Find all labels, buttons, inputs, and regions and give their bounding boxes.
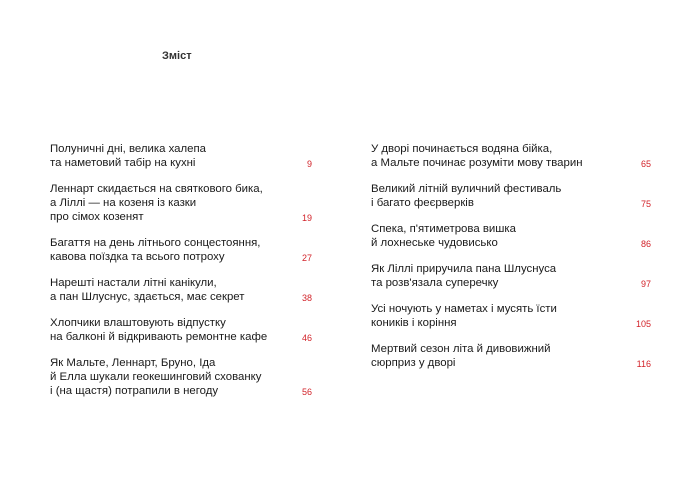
toc-entry-line: на балконі й відкривають ремонтне кафе [50, 331, 268, 343]
toc-entry-line: коників і коріння [371, 317, 457, 329]
toc-right-column [371, 142, 651, 370]
toc-page-number: 116 [636, 359, 651, 369]
toc-entry[interactable] [50, 142, 312, 170]
toc-entry[interactable] [50, 182, 312, 224]
toc-title: Зміст [162, 50, 192, 62]
toc-entry-line: про сімох козенят [50, 211, 144, 223]
toc-entry-line: й Елла шукали геокешинговий схованку [50, 371, 262, 383]
toc-entry[interactable] [371, 182, 651, 210]
toc-entry[interactable] [50, 236, 312, 264]
toc-entry-title [371, 302, 651, 330]
toc-entry-line: Мертвий сезон літа й дивовижний [371, 343, 551, 355]
toc-entry-line: У дворі починається водяна бійка, [371, 143, 553, 155]
toc-entry[interactable] [371, 302, 651, 330]
toc-page-number: 75 [640, 199, 651, 209]
toc-entry-line: Як Ліллі приручила пана Шлуснуса [371, 263, 557, 275]
toc-entry-title [50, 142, 312, 170]
toc-entry-title [50, 276, 312, 304]
toc-entry[interactable] [371, 142, 651, 170]
toc-entry-title [371, 182, 651, 210]
toc-entry-line: Леннарт скидається на святкового бика, [50, 183, 263, 195]
toc-entry[interactable] [50, 276, 312, 304]
toc-entry-title [50, 236, 312, 264]
toc-entry-line: Нарешті настали літні канікули, [50, 277, 217, 289]
toc-entry[interactable] [50, 316, 312, 344]
toc-page-number: 27 [301, 253, 312, 263]
toc-page-number: 56 [301, 387, 312, 397]
toc-page-number: 46 [301, 333, 312, 343]
toc-entry-line: і (на щастя) потрапили в негоду [50, 385, 219, 397]
toc-entry-title [371, 142, 651, 170]
toc-entry-line: та розв'язала суперечку [371, 277, 499, 289]
toc-entry-line: Хлопчики влаштовують відпустку [50, 317, 226, 329]
toc-entry-line: сюрприз у дворі [371, 357, 456, 369]
toc-entry-line: Як Мальте, Леннарт, Бруно, Іда [50, 357, 216, 369]
toc-page-number: 38 [301, 293, 312, 303]
toc-page-number: 105 [635, 319, 651, 329]
toc-entry-title [371, 222, 651, 250]
toc-entry-line: та наметовий табір на кухні [50, 157, 196, 169]
toc-entry-line: і багато феєрверків [371, 197, 474, 209]
toc-entry-title [371, 342, 651, 370]
toc-entry-line: а Ліллі — на козеня із казки [50, 197, 197, 209]
toc-page-number: 65 [640, 159, 651, 169]
toc-entry-line: Полуничні дні, велика халепа [50, 143, 206, 155]
toc-entry-title [371, 262, 651, 290]
toc-entry-line: й лохнеське чудовисько [371, 237, 498, 249]
toc-page-number: 19 [301, 213, 312, 223]
toc-entry[interactable] [371, 222, 651, 250]
toc-entry-title [50, 356, 312, 398]
toc-entry[interactable] [371, 342, 651, 370]
toc-entry-line: кавова поїздка та всього потроху [50, 251, 225, 263]
toc-entry-line: Багаття на день літнього сонцестояння, [50, 237, 261, 249]
toc-entry[interactable] [50, 356, 312, 398]
toc-entry-line: а Мальте починає розуміти мову тварин [371, 157, 583, 169]
toc-entry-line: Великий літній вуличний фестиваль [371, 183, 562, 195]
toc-entry[interactable] [371, 262, 651, 290]
toc-page-number: 9 [306, 159, 312, 169]
toc-entry-line: Спека, п'ятиметрова вишка [371, 223, 516, 235]
toc-left-column [50, 142, 312, 398]
toc-page-number: 97 [640, 279, 651, 289]
toc-entry-line: а пан Шлуснус, здається, має секрет [50, 291, 245, 303]
toc-entry-title [50, 182, 312, 224]
toc-entry-line: Усі ночують у наметах і мусять їсти [371, 303, 557, 315]
toc-entry-title [50, 316, 312, 344]
toc-page-number: 86 [640, 239, 651, 249]
